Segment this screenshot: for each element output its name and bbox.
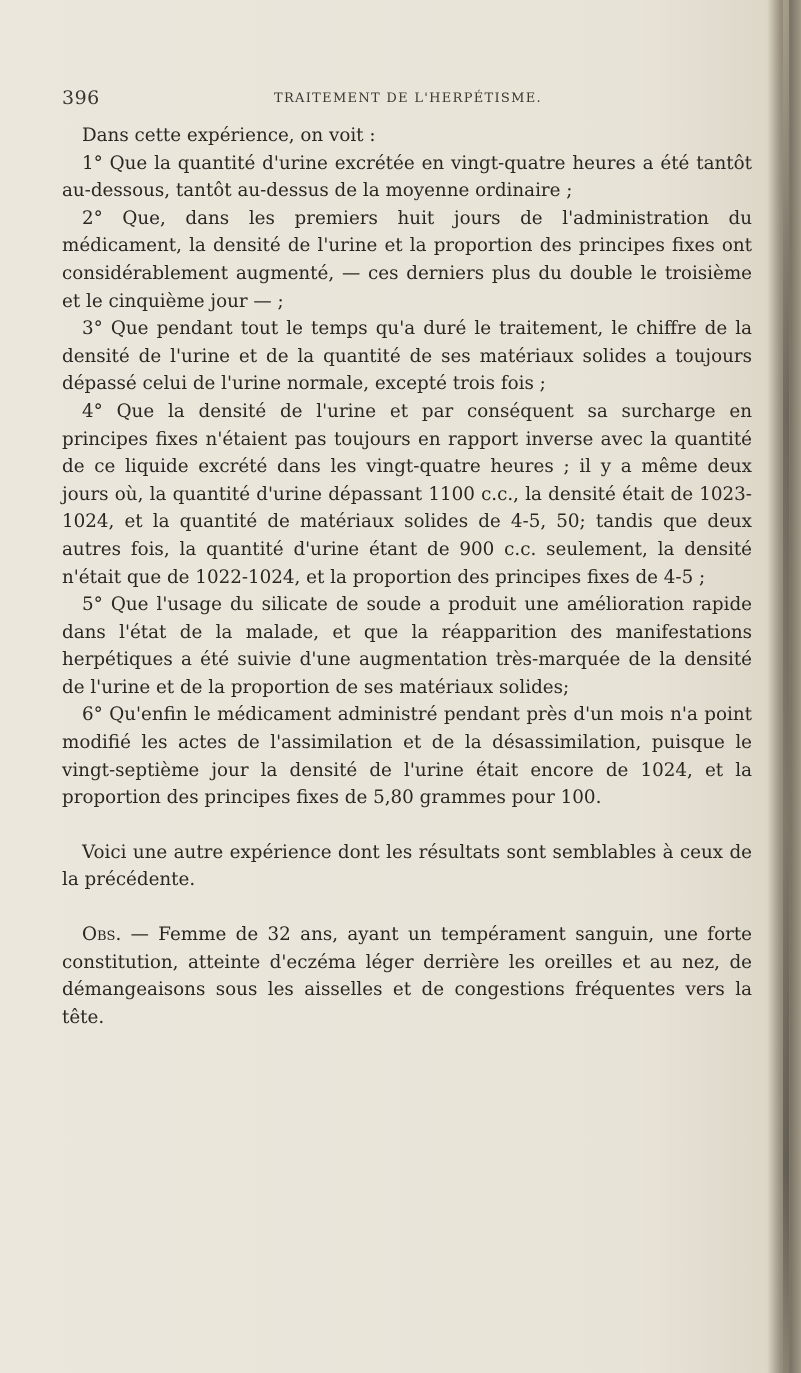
list-item: 5° Que l'usage du silicate de soude a produit une amélioration rapide dans l'état de la malade, et que la réapparition des manifestations herpétiques a été suivie d'une augmentation très-marquée de la densité de l'urine et de la proportion de ses matériaux solides; bbox=[62, 594, 752, 698]
page-number: 396 bbox=[62, 87, 100, 109]
body-text bbox=[62, 122, 752, 1031]
intro-paragraph: Dans cette expérience, on voit : bbox=[82, 125, 376, 146]
list-item: 2° Que, dans les premiers huit jours de l'administration du médicament, la densité de l'urine et la proportion des principes fixes ont considérablement augmenté, — ces derniers plus du double le troisième et le cinquième jour — ; bbox=[62, 207, 752, 312]
observation-text: — Femme de 32 ans, ayant un tempérament sanguin, une forte constitution, atteinte d'eczéma léger derrière les oreilles et au nez, de démangeaisons sous les aisselles et de congestions fréquentes vers la tête. bbox=[62, 924, 752, 1028]
list-item: 1° Que la quantité d'urine excrétée en vingt-quatre heures a été tantôt au-dessous, tantôt au-dessus de la moyenne ordinaire ; bbox=[62, 152, 752, 202]
observation-label: Obs. bbox=[82, 924, 122, 946]
running-title: TRAITEMENT DE L'HERPÉTISME. bbox=[274, 91, 542, 106]
page-edge-binding bbox=[783, 0, 789, 1373]
list-item: 6° Qu'enfin le médicament administré pendant près d'un mois n'a point modifié les actes de l'assimilation et de la désassimilation, puisque le vingt-septième jour la densité de l'urine était encore de 1024, et la proportion des principes fixes de 5,80 grammes pour 100. bbox=[62, 704, 752, 809]
transition-paragraph: Voici une autre expérience dont les résultats sont semblables à ceux de la précédente. bbox=[62, 841, 752, 891]
observation-paragraph bbox=[62, 921, 752, 1031]
page-header bbox=[62, 87, 752, 113]
list-item: 3° Que pendant tout le temps qu'a duré le traitement, le chiffre de la densité de l'urine et de la quantité de ses matériaux solides a toujours dépassé celui de l'urine normale, excepté trois fois ; bbox=[62, 318, 752, 395]
list-item: 4° Que la densité de l'urine et par conséquent sa surcharge en principes fixes n'étaient pas toujours en rapport inverse avec la quantité de ce liquide excrété dans les vingt-quatre heures ; il y a même deux jours où, la quantité d'urine dépassant 1100 c.c., la densité était de 1023-1024, et la quantité de matériaux solides de 4-5, 50; tandis que deux autres fois, la quantité d'urine étant de 900 c.c. seulement, la densité n'était que de 1022-1024, et la proportion des principes fixes de 4-5 ; bbox=[62, 400, 752, 588]
